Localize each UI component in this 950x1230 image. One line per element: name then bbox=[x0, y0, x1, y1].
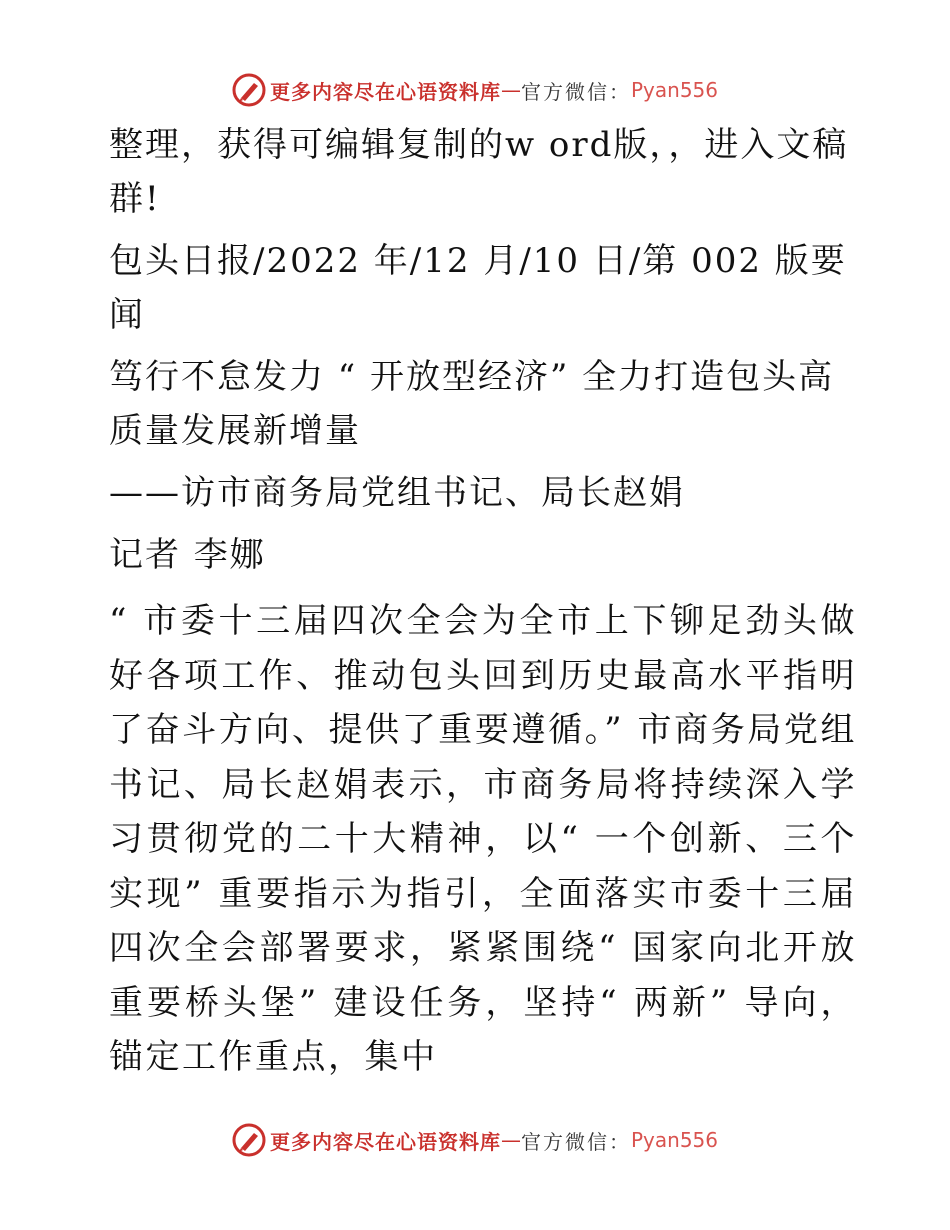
article-subtitle: ——访市商务局党组书记、局长赵娟 bbox=[109, 473, 685, 513]
pen-logo-icon bbox=[232, 1123, 266, 1157]
watermark-separator: — bbox=[500, 78, 521, 102]
watermark-wechat-id: Pyan556 bbox=[630, 78, 718, 102]
source-line: 包头日报/2022 年/12 月/10 日/第 002 版要闻 bbox=[109, 241, 847, 335]
footer-watermark bbox=[0, 1120, 950, 1160]
reporter-line: 记者 李娜 bbox=[109, 535, 266, 575]
watermark-wechat-id: Pyan556 bbox=[630, 1128, 718, 1152]
intro-paragraph: 整理，获得可编辑复制的w ord版，，进入文稿群! bbox=[109, 125, 849, 219]
header-watermark bbox=[0, 70, 950, 110]
pen-logo-icon bbox=[232, 73, 266, 107]
watermark-label: 官方微信： bbox=[520, 79, 631, 104]
watermark-text: 更多内容尽在心语资料库 bbox=[269, 1129, 501, 1154]
body-paragraph: “ 市委十三届四次全会为全市上下铆足劲头做好各项工作、推动包头回到历史最高水平指明了奋斗方向、提供了重要遵循。” 市商务局党组书记、局长赵娟表示，市商务局将持续深入学习贯彻党的二十大精神，以“ 一个创新、三个实现” 重要指示为指引，全面落实市委十三届四次全会部署要求，紧紧围绕“ 国家向北开放重要桥头堡” 建设任务，坚持“ 两新” 导向，锚定工作重点，集中 bbox=[109, 601, 857, 1077]
watermark-label: 官方微信： bbox=[520, 1129, 631, 1154]
document-body bbox=[97, 118, 857, 1085]
watermark-text: 更多内容尽在心语资料库 bbox=[269, 79, 501, 104]
article-title: 笃行不怠发力 “ 开放型经济” 全力打造包头高质量发展新增量 bbox=[109, 357, 835, 451]
watermark-separator: — bbox=[500, 1128, 521, 1152]
